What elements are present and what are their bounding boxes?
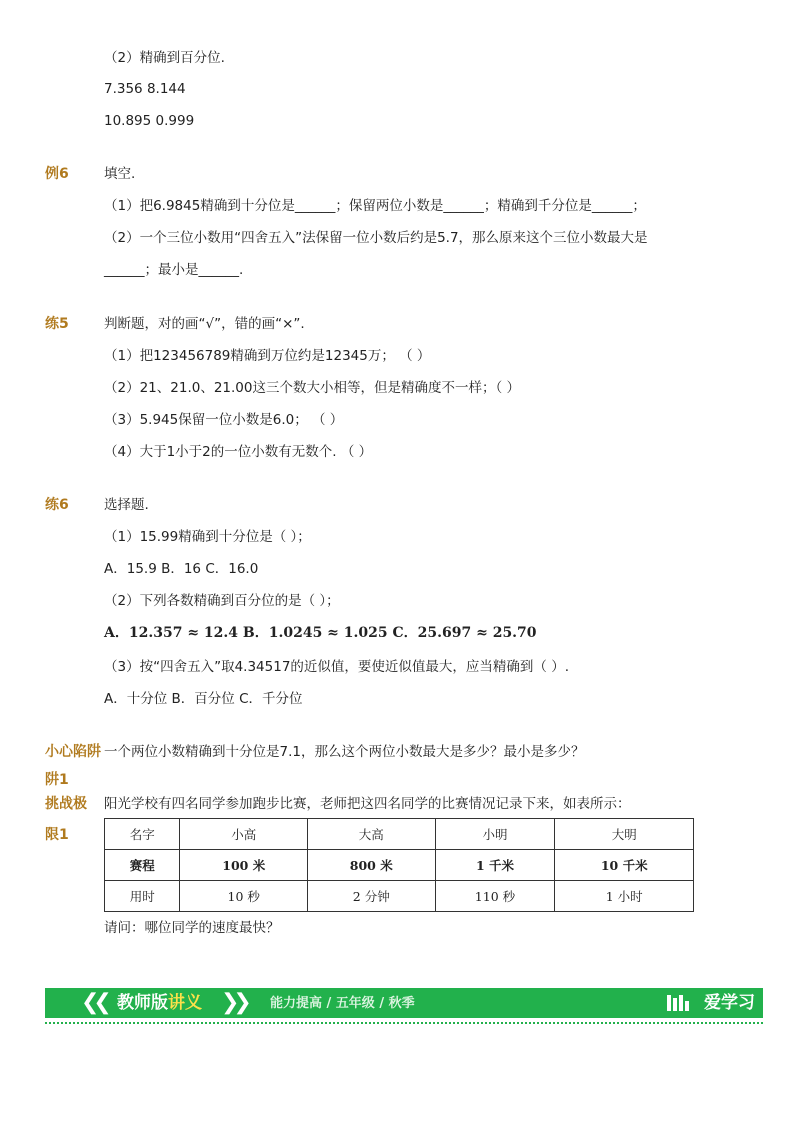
exercise-6-label: 练6 [45, 497, 69, 513]
footer-subtitle: 能力提高 / 五年级 / 秋季 [270, 996, 415, 1011]
challenge-label-bottom: 限1 [45, 827, 69, 843]
table-cell: 10 秒 [180, 881, 308, 912]
table-row [105, 819, 694, 850]
table-cell: 800 米 [307, 850, 435, 881]
chevron-left-icon: ❮❮ [81, 990, 106, 1015]
challenge-label-top: 阱1 [45, 772, 69, 788]
table-cell: 1 千米 [435, 850, 555, 881]
table-cell: 小明 [435, 819, 555, 850]
careful-trap-label: 小心陷阱 [45, 744, 101, 760]
top-line-1: （2）精确到百分位. [104, 50, 225, 66]
footer-title-part-2: 讲义 [168, 993, 202, 1013]
example-6-q2-line2: ______；最小是______. [104, 262, 244, 278]
table-cell: 2 分钟 [307, 881, 435, 912]
top-line-3: 10.895 0.999 [104, 113, 195, 129]
exercise-5-q1: （1）把123456789精确到万位约是12345万； （ ） [104, 348, 431, 364]
table-cell: 110 秒 [435, 881, 555, 912]
exercise-6-q3-options: A．十分位 B．百分位 C．千分位 [104, 691, 303, 707]
challenge-question: 请问：哪位同学的速度最快？ [104, 920, 280, 936]
challenge-label-mid: 挑战极 [45, 796, 87, 812]
race-table [104, 818, 694, 912]
table-cell: 名字 [105, 819, 180, 850]
chevron-right-icon: ❯❯ [221, 990, 246, 1015]
example-6-q1: （1）把6.9845精确到十分位是______；保留两位小数是______；精确到千分位是______； [104, 198, 646, 214]
brand-logo-icon [665, 993, 691, 1013]
table-cell: 大明 [555, 819, 694, 850]
example-6-label: 例6 [45, 166, 69, 182]
exercise-5-q3: （3）5.945保留一位小数是6.0； （ ） [104, 412, 344, 428]
exercise-6-q2-options: A．12.357 ≈ 12.4 B．1.0245 ≈ 1.025 C．25.697 ≈ 25.70 [104, 625, 537, 641]
exercise-6-q1-options: A．15.9 B．16 C．16.0 [104, 561, 259, 577]
table-cell: 大高 [307, 819, 435, 850]
top-line-2: 7.356 8.144 [104, 81, 186, 97]
footer-title-part-1: 教师版 [117, 993, 168, 1013]
exercise-5-intro: 判断题，对的画“√”，错的画“×”. [104, 316, 305, 332]
example-6-intro: 填空. [104, 166, 136, 182]
footer-dotted-divider [45, 1022, 763, 1024]
table-cell: 赛程 [105, 850, 180, 881]
table-cell: 1 小时 [555, 881, 694, 912]
table-cell: 10 千米 [555, 850, 694, 881]
footer-title [117, 992, 202, 1014]
exercise-5-q4: （4）大于1小于2的一位小数有无数个. （ ） [104, 444, 373, 460]
table-row [105, 850, 694, 881]
challenge-text: 阳光学校有四名同学参加跑步比赛，老师把这四名同学的比赛情况记录下来，如表所示： [104, 796, 631, 812]
careful-trap-text: 一个两位小数精确到十分位是7.1，那么这个两位小数最大是多少？最小是多少？ [104, 744, 585, 760]
table-cell: 小高 [180, 819, 308, 850]
exercise-6-q2: （2）下列各数精确到百分位的是（ ）； [104, 593, 340, 609]
exercise-6-intro: 选择题. [104, 497, 149, 513]
example-6-q2-line1: （2）一个三位小数用“四舍五入”法保留一位小数后约是5.7，那么原来这个三位小数最大是 [104, 230, 648, 246]
exercise-5-label: 练5 [45, 316, 69, 332]
table-row [105, 881, 694, 912]
table-cell: 用时 [105, 881, 180, 912]
brand-name: 爱学习 [704, 993, 755, 1013]
exercise-5-q2: （2）21、21.0、21.00这三个数大小相等，但是精确度不一样；（ ） [104, 380, 521, 396]
exercise-6-q3: （3）按“四舍五入”取4.34517的近似值，要使近似值最大，应当精确到（ ）. [104, 659, 569, 675]
table-cell: 100 米 [180, 850, 308, 881]
footer-band [45, 988, 763, 1018]
exercise-6-q1: （1）15.99精确到十分位是（ ）； [104, 529, 311, 545]
